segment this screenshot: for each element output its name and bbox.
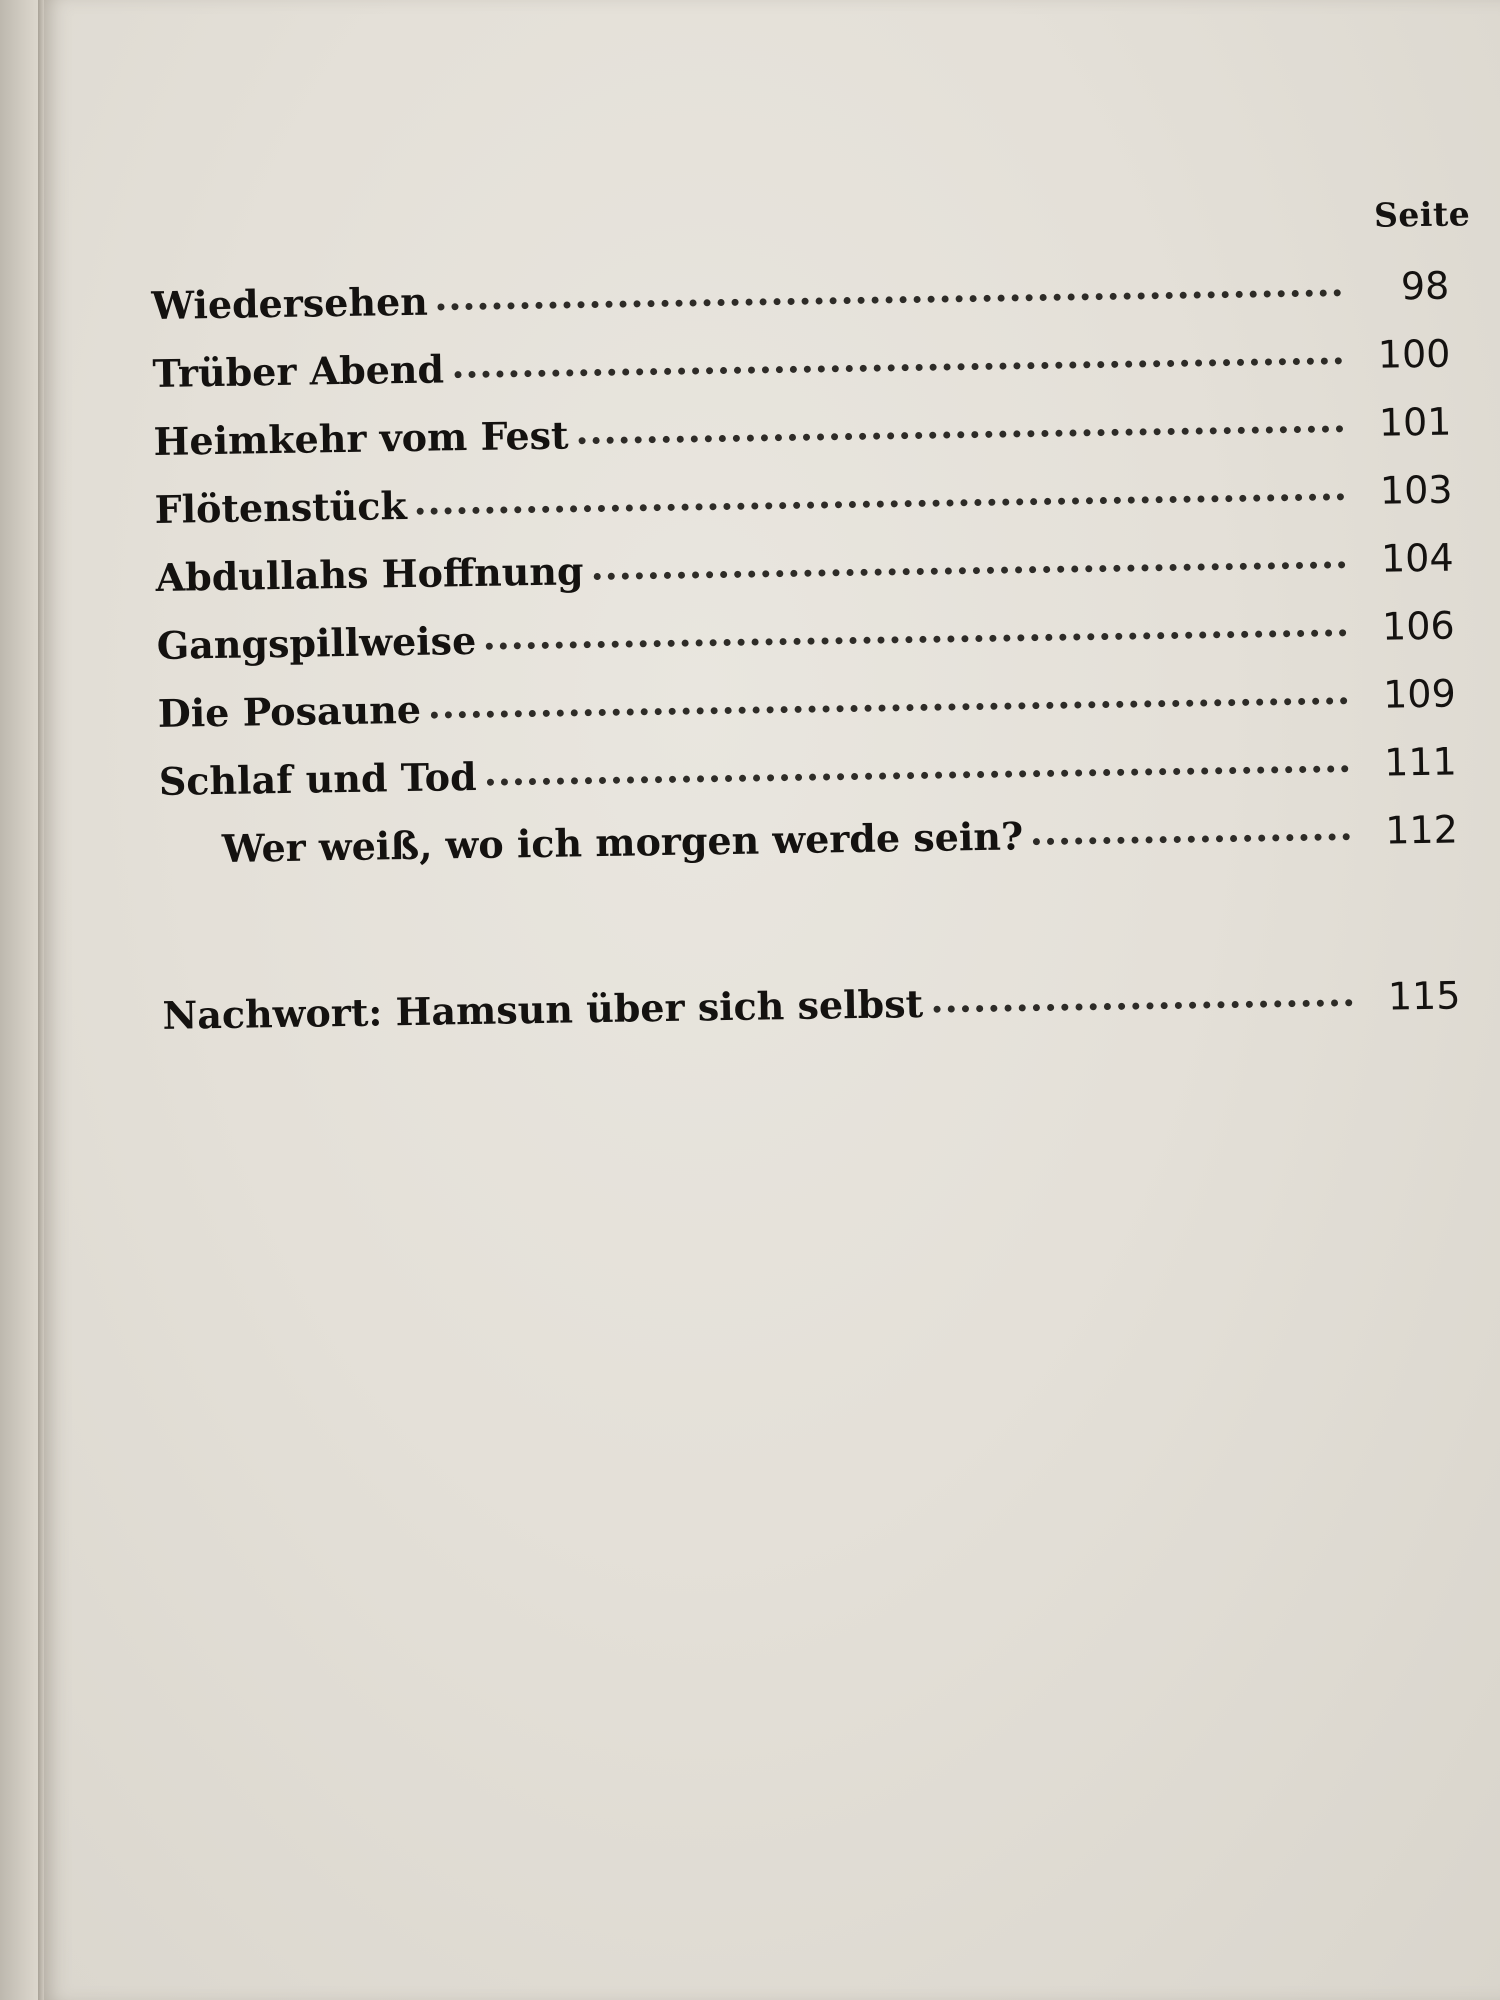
toc-entry-title: Wer weiß, wo ich morgen werde sein?	[221, 813, 1024, 871]
toc-entry-page: 111	[1383, 739, 1458, 785]
toc-entry-title: Schlaf und Tod	[158, 753, 477, 804]
toc-entry-title: Heimkehr vom Fest	[153, 412, 569, 464]
dot-leader	[594, 561, 1346, 580]
table-of-contents	[150, 194, 1471, 1038]
toc-entry-page: 106	[1381, 603, 1455, 649]
dot-leader	[1033, 833, 1350, 845]
toc-entry-title: Gangspillweise	[156, 617, 477, 668]
toc-entry-page: 104	[1380, 535, 1454, 581]
page-column-header: Seite	[1373, 194, 1471, 235]
dot-leader	[579, 425, 1344, 444]
toc-entry-afterword	[162, 973, 1461, 1061]
toc-entry-title: Trüber Abend	[152, 346, 445, 396]
toc-entry-page: 103	[1379, 467, 1453, 513]
toc-entry-page: 101	[1378, 399, 1452, 445]
dot-leader	[438, 289, 1342, 310]
toc-entry-page: 98	[1400, 263, 1450, 309]
dot-leader	[454, 357, 1342, 378]
book-page	[44, 0, 1500, 2000]
dot-leader	[417, 493, 1345, 515]
toc-entry-page: 115	[1387, 973, 1461, 1019]
toc-entry-page: 109	[1382, 671, 1457, 717]
toc-entry-page: 112	[1384, 807, 1459, 853]
toc-list	[151, 263, 1461, 1061]
dot-leader	[487, 765, 1349, 786]
toc-entry-page: 100	[1377, 331, 1451, 377]
toc-entry-title: Nachwort: Hamsun über sich selbst	[162, 980, 924, 1038]
toc-entry-title: Wiedersehen	[151, 278, 429, 328]
toc-entry-title: Die Posaune	[157, 686, 422, 736]
dot-leader	[486, 629, 1347, 650]
toc-entry-title: Flötenstück	[154, 483, 408, 532]
dot-leader	[933, 999, 1352, 1013]
dot-leader	[431, 697, 1348, 718]
toc-entry-title: Abdullahs Hoffnung	[155, 548, 584, 600]
